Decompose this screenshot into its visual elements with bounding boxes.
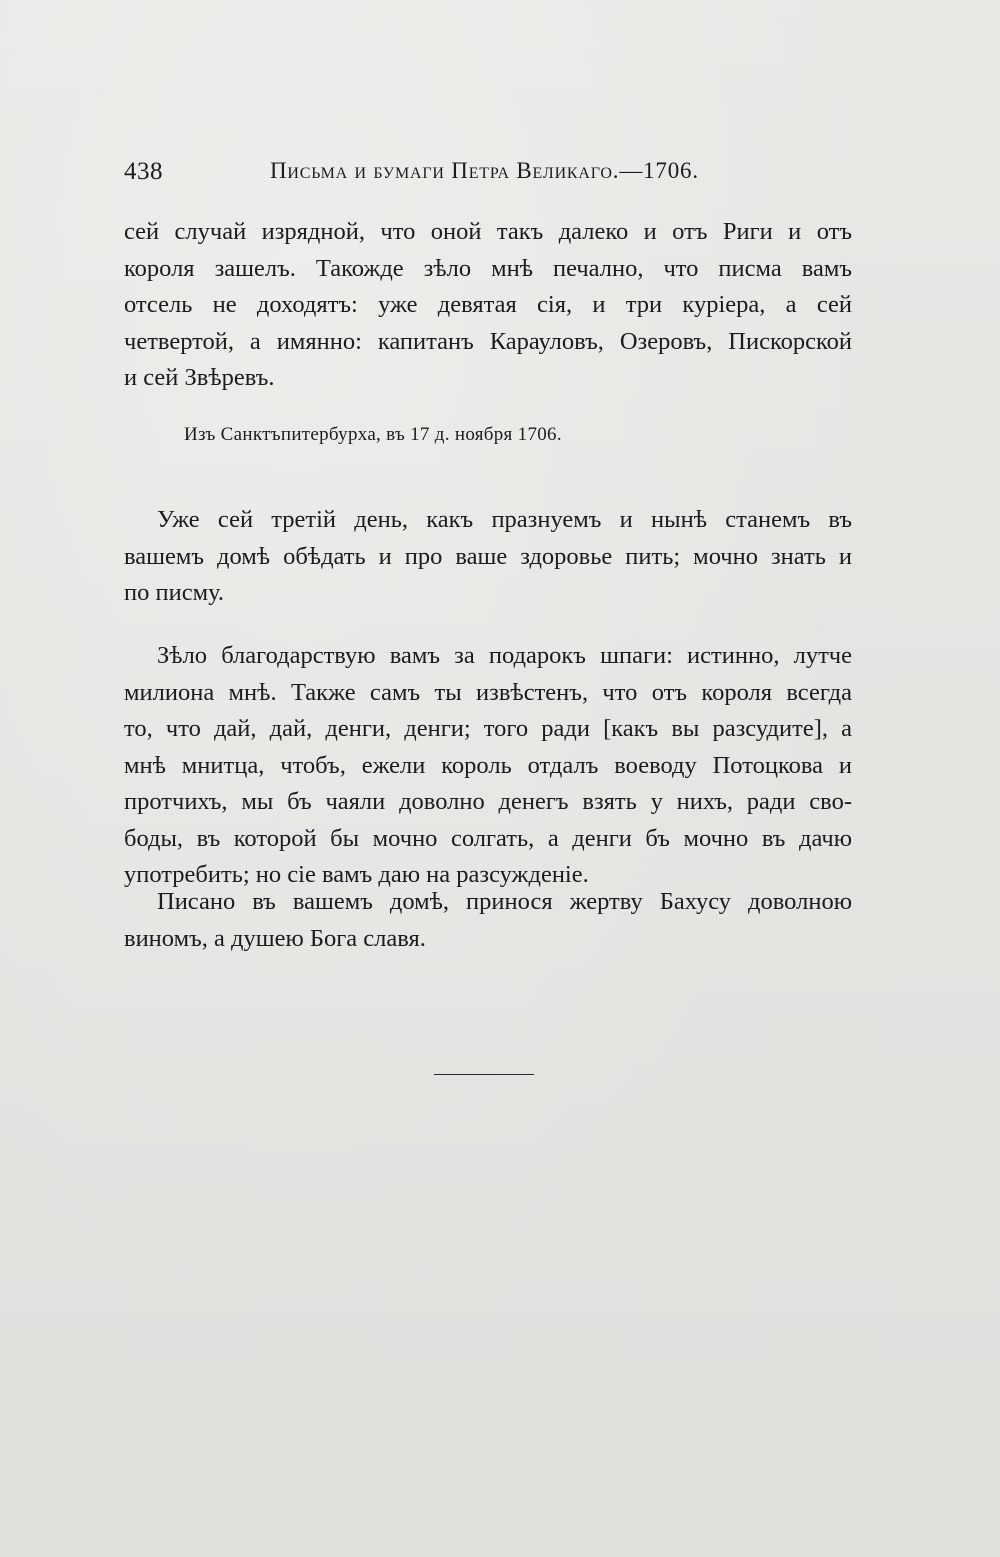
text-line: вашемъ домѣ обѣдать и про ваше здоровье пить; мочно знать и (124, 542, 852, 570)
text-line: боды, въ которой бы мочно солгать, а денги бъ мочно въ дачю (124, 824, 852, 852)
text-line: сей случай изрядной, что оной такъ далеко и отъ Риги и отъ (124, 218, 852, 245)
section-divider-rule (434, 1074, 534, 1075)
paragraph-celebration (124, 502, 852, 612)
text-line: мнѣ мнитца, чтобъ, ежели король отдалъ воеводу Потоцкова и (124, 751, 852, 779)
text-line: Зѣло благодарствую вамъ за подарокъ шпаги: истинно, лутче (157, 642, 852, 669)
running-head (124, 158, 852, 198)
page-number: 438 (124, 158, 163, 185)
paragraph-letter-ending (124, 214, 852, 397)
letter-dateline: Изъ Санктъпитербурха, въ 17 д. ноября 1706. (184, 424, 562, 445)
paragraph-sword-gift (124, 638, 852, 894)
text-line: четвертой, а имянно: капитанъ Карауловъ, Озеровъ, Пискорской (124, 327, 852, 355)
running-title: Письма и бумаги Петра Великаго.—1706. (270, 158, 699, 183)
text-line: короля зашелъ. Такожде зѣло мнѣ печално, что писма вамъ (124, 254, 852, 282)
paragraph-closing (124, 884, 852, 957)
text-line: виномъ, а душею Бога славя. (124, 924, 426, 952)
text-line: протчихъ, мы бъ чаяли доволно денегъ взять у нихъ, ради сво- (124, 788, 852, 815)
text-line: Уже сей третій день, какъ празнуемъ и нынѣ станемъ въ (157, 506, 852, 533)
text-line: Писано въ вашемъ домѣ, принося жертву Бахусу доволною (157, 888, 852, 915)
text-line: и сей Звѣревъ. (124, 364, 275, 391)
text-line: по писму. (124, 579, 225, 606)
text-line: употребить; но сіе вамъ даю на разсужденіе. (124, 861, 589, 888)
text-line: отсель не доходятъ: уже девятая сія, и три куріера, а сей (124, 291, 852, 318)
text-line: то, что дай, дай, денги, денги; того ради [какъ вы разсудите], а (124, 715, 852, 742)
text-line: милиона мнѣ. Также самъ ты извѣстенъ, что отъ короля всегда (124, 678, 852, 706)
